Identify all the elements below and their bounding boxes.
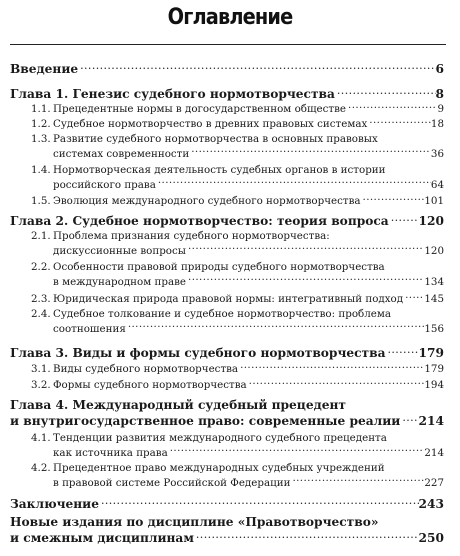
- page-title: Оглавление: [167, 5, 293, 30]
- toc-entry-new-editions[interactable]: [10, 515, 444, 546]
- dot-leader: [367, 117, 431, 127]
- dot-leader: [290, 476, 424, 486]
- dot-leader: [126, 322, 425, 332]
- toc-page-number: 8: [435, 87, 444, 102]
- toc-entry-label: Заключение: [10, 497, 99, 512]
- toc-entry-label: Эволюция международного судебного нормотворчества: [53, 195, 361, 208]
- toc-page-number: 156: [424, 322, 444, 335]
- toc-page-number: 243: [418, 497, 444, 512]
- toc-entry-label: Тенденции развития международного судебного прецедента: [53, 432, 387, 444]
- toc-entry-section-1-5[interactable]: [31, 194, 444, 209]
- toc-page-number: 227: [424, 476, 444, 489]
- dot-leader: [400, 413, 418, 425]
- dot-leader: [99, 496, 419, 508]
- toc-entry-label: Юридическая природа правовой нормы: интегративный подход: [53, 293, 404, 306]
- toc-page-number: 145: [424, 293, 444, 306]
- dot-leader: [389, 213, 419, 225]
- toc-entry-label-continued: российского права: [53, 178, 156, 191]
- toc-entry-chapter-2[interactable]: [10, 213, 444, 229]
- toc-entry-label-continued: системах современности: [53, 147, 190, 160]
- toc-entry-section-3-2[interactable]: [31, 378, 444, 393]
- section-number: 2.4.: [31, 308, 51, 320]
- section-number: 1.4.: [31, 164, 51, 176]
- toc-page-number: 9: [437, 103, 444, 116]
- section-number: 2.1.: [31, 230, 51, 242]
- toc-entry-section-2-4[interactable]: [31, 308, 444, 336]
- toc-entry-label-continued: и внутригосударственное право: современные реалии: [10, 414, 401, 429]
- toc-entry-label-continued: как источника права: [53, 446, 168, 459]
- dot-leader: [186, 275, 424, 285]
- toc-entry-label: Прецедентное право международных судебных учреждений: [53, 462, 385, 474]
- toc-entry-label: Глава 4. Международный судебный прецедент: [10, 398, 346, 412]
- toc-entry-label: Проблема признания судебного нормотворчества:: [53, 230, 330, 242]
- toc-entry-section-4-2[interactable]: [31, 462, 444, 490]
- toc-entry-section-3-1[interactable]: [31, 362, 444, 377]
- dot-leader: [194, 530, 419, 542]
- section-number: 4.1.: [31, 432, 51, 444]
- dot-leader: [168, 446, 425, 456]
- section-number: 1.2.: [31, 118, 51, 131]
- toc-entry-chapter-3[interactable]: [10, 345, 444, 361]
- toc-entry-label: Особенности правовой природы судебного нормотворчества: [53, 261, 385, 273]
- toc-page-number: 64: [430, 178, 444, 191]
- toc-page-number: 134: [424, 275, 444, 288]
- toc-page-number: 6: [435, 62, 444, 77]
- toc-entry-section-2-2[interactable]: [31, 261, 444, 289]
- toc-entry-section-2-3[interactable]: [31, 292, 444, 307]
- toc-entry-label: Прецедентные нормы в догосударственном обществе: [53, 103, 347, 116]
- toc-page-number: 18: [430, 118, 444, 131]
- toc-page-number: 179: [418, 346, 444, 361]
- toc-page-number: 194: [424, 379, 444, 392]
- toc-entry-label: Глава 3. Виды и формы судебного нормотворчества: [10, 346, 386, 361]
- toc-entry-section-2-1[interactable]: [31, 230, 444, 258]
- toc-entry-label: Судебное нормотворчество в древних правовых системах: [53, 118, 368, 131]
- toc-entry-section-1-1[interactable]: [31, 102, 444, 117]
- toc-page-number: 250: [418, 531, 444, 546]
- toc-entry-chapter-4[interactable]: [10, 398, 444, 429]
- toc-entry-label-continued: в правовой системе Российской Федерации: [53, 476, 291, 489]
- toc-entry-label: Глава 1. Генезис судебного нормотворчества: [10, 87, 335, 102]
- toc-entry-label-continued: в международном праве: [53, 275, 187, 288]
- section-number: 2.3.: [31, 293, 51, 306]
- section-number: 3.1.: [31, 363, 51, 376]
- toc-entry-chapter-1[interactable]: [10, 86, 444, 102]
- dot-leader: [186, 244, 424, 254]
- toc-page-number: 214: [418, 414, 444, 429]
- dot-leader: [78, 61, 435, 73]
- toc-entry-label: Нормотворческая деятельность судебных органов в истории: [53, 164, 386, 176]
- toc-page-number: 179: [424, 363, 444, 376]
- dot-leader: [156, 178, 431, 188]
- toc-page-number: 120: [424, 244, 444, 257]
- toc-entry-conclusion[interactable]: [10, 496, 444, 512]
- toc-entry-label-continued: дискуссионные вопросы: [53, 244, 186, 257]
- dot-leader: [189, 147, 431, 157]
- toc-page-number: 120: [418, 214, 444, 229]
- toc-entry-label: Виды судебного нормотворчества: [53, 363, 239, 376]
- toc-entry-section-1-2[interactable]: [31, 117, 444, 132]
- dot-leader: [247, 378, 425, 388]
- toc-entry-label: Глава 2. Судебное нормотворчество: теория вопроса: [10, 214, 389, 229]
- toc-entry-label: Введение: [10, 62, 79, 77]
- toc-entry-label-continued: соотношения: [53, 322, 126, 335]
- section-number: 1.5.: [31, 195, 51, 208]
- toc-entry-section-1-4[interactable]: [31, 164, 444, 192]
- dot-leader: [361, 194, 425, 204]
- toc-page-number: 214: [424, 446, 444, 459]
- toc-page-number: 101: [424, 195, 444, 208]
- section-number: 2.2.: [31, 261, 51, 273]
- toc-page-number: 36: [430, 147, 444, 160]
- toc-entry-section-4-1[interactable]: [31, 432, 444, 460]
- toc-entry-section-1-3[interactable]: [31, 133, 444, 161]
- toc-entry-label: Новые издания по дисциплине «Правотворчество»: [10, 515, 379, 529]
- dot-leader: [403, 292, 424, 302]
- toc-entry-label: Судебное толкование и судебное нормотворчество: проблема: [53, 308, 392, 320]
- section-number: 4.2.: [31, 462, 51, 474]
- toc-entry-label: Развитие судебного нормотворчества в основных правовых: [53, 133, 378, 145]
- toc-entry-label-continued: и смежным дисциплинам: [10, 531, 194, 546]
- dot-leader: [238, 362, 424, 372]
- section-number: 1.1.: [31, 103, 51, 116]
- dot-leader: [385, 345, 418, 357]
- toc-entry-label: Формы судебного нормотворчества: [53, 379, 247, 392]
- section-number: 3.2.: [31, 379, 51, 392]
- section-number: 1.3.: [31, 133, 51, 145]
- dot-leader: [335, 86, 436, 98]
- dot-leader: [346, 102, 437, 112]
- toc-entry-introduction[interactable]: [10, 61, 444, 77]
